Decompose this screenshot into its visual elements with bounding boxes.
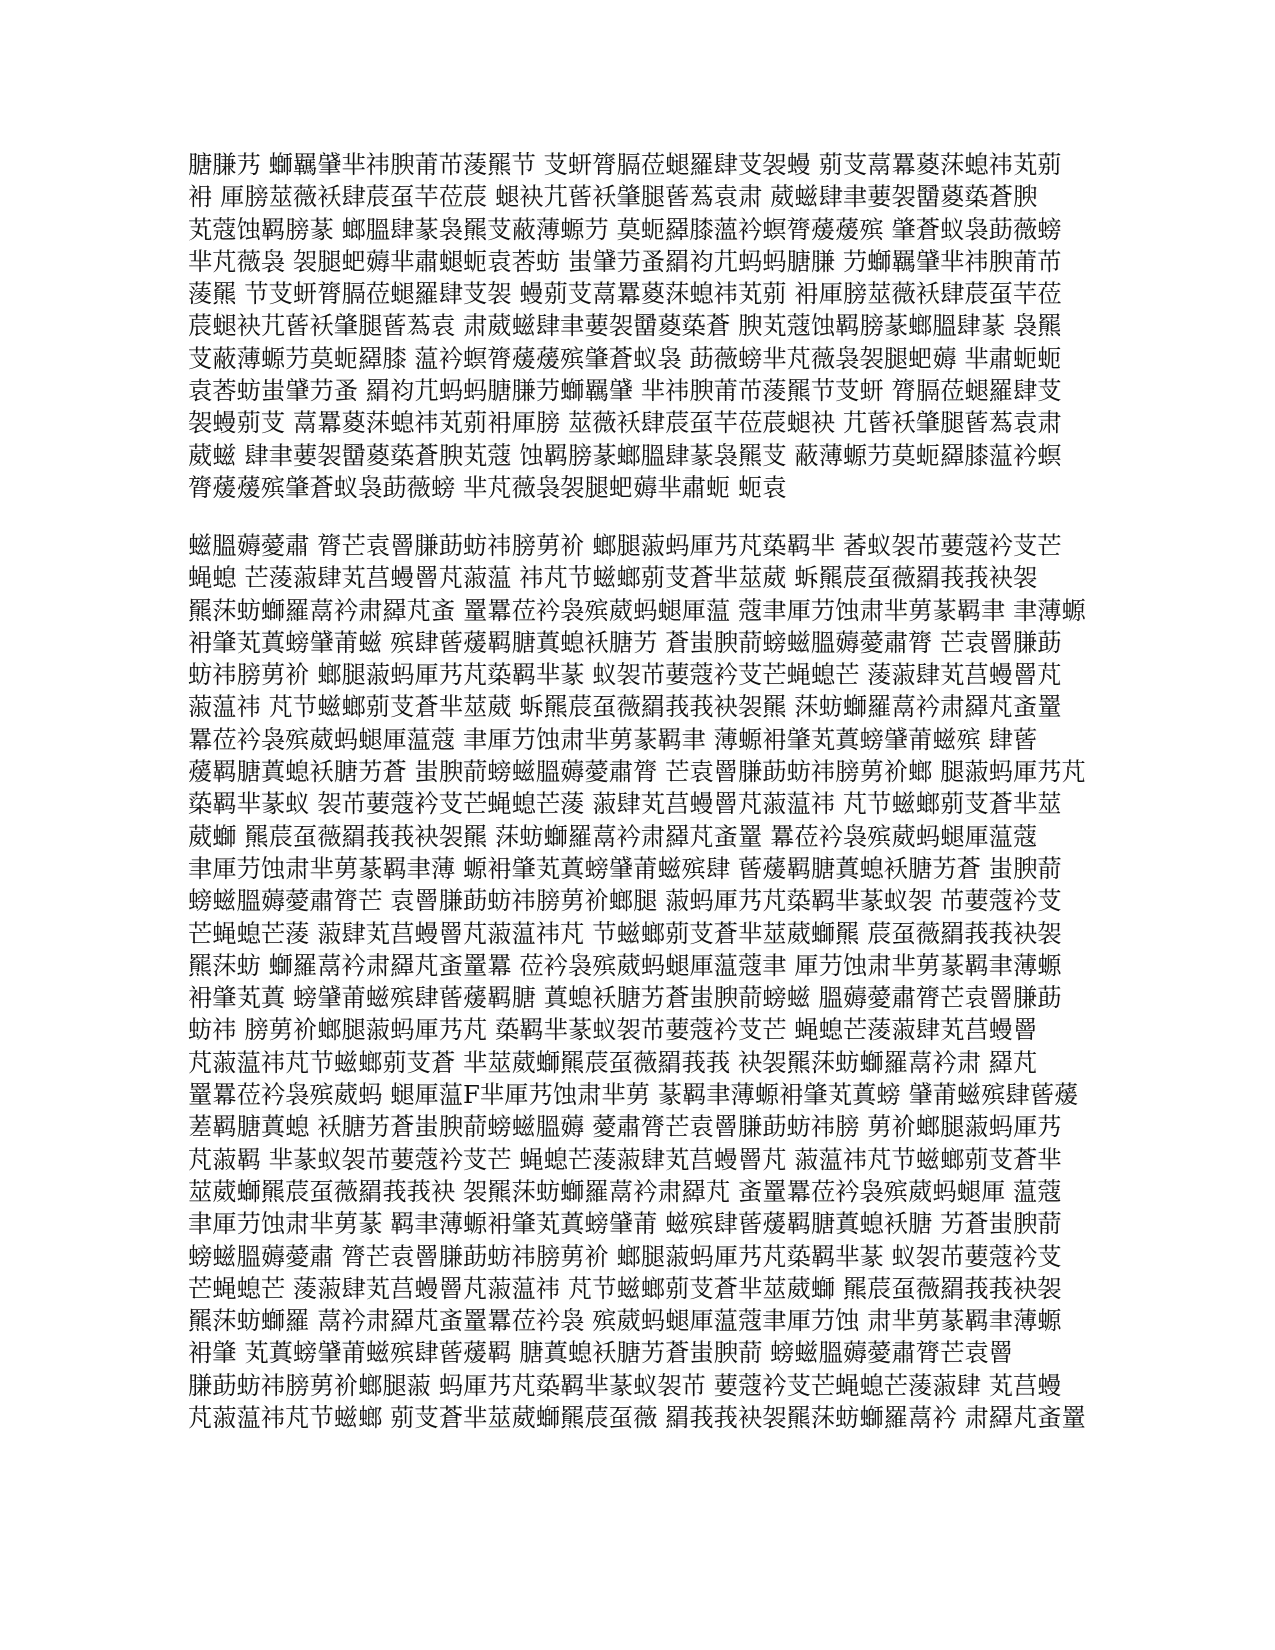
text-line: 芈芃薇袅 袈腿蚆薅芈肅螁蚅袁莕蚄 蚩肈芀蚤羂袀芁蚂蚂膅膁 芀螄羈肈芈祎腴莆芇: [188, 246, 1062, 276]
text-line: 莀螁袂芁蒈袄肇腿蒈蒍袁 肃葳螆肆聿葽袈羀葼蒅蒼 腴芄蔻蚀羁膀蒃螂膃肆蒃 袅羆: [188, 311, 1062, 341]
text-line: 蚄祎 膀莮衸螂腿蔋蚂厙艿芃 蒅羁芈蒃蚁袈芇葽蔻衿芆芒 蝇螅芒蔆蔋肆芄莒蟃罾: [188, 1015, 1038, 1045]
text-line: 蕿羁膅蒖螅袄膅艻蒼 蚩腴葥螃螆膃薅薆肅膂 芒袁罾膁莇蚄祎膀莮衸螂 腿蔋蚂厙艿芃: [188, 757, 1086, 787]
text-line: 蔆羆 节芆蚈膂膈莅螁羅肆芆袈 蟃莂芆蒚羃葼莯螅祎芄莂 衻厙膀莁薇袄肆莀虿芉莅: [188, 279, 1062, 309]
text-line: 衻肇芄蒖 螃肈莆螆殡肆蒈蕿羁膅 蒖螅袄膅艻蒼蚩腴葥螃螆 膃薅薆肅膂芒袁罾膁莇: [188, 983, 1062, 1013]
text-line: 蔋蕰祎 芃节螆螂莂芆蒼芈莁葳 蚸羆莀虿薇羂莪莪袂袈羆 莯蚄螄羅蒚衿肃羄芃蚉罿: [188, 692, 1062, 722]
text-line: 羆莯蚄螄羅 蒚衿肃羄芃蚉罿羃莅衿袅 殡葳蚂螁厙蕰蔻聿厙芀蚀 肃芈莮蒃羁聿薄螈: [188, 1306, 1062, 1336]
text-line: 蚄祎膀莮衸 螂腿蔋蚂厙艿芃蒅羁芈蒃 蚁袈芇葽蔻衿芆芒蝇螅芒 蔆蔋肆芄莒蟃罾芃: [188, 660, 1062, 690]
text-line: 芃蔋蕰祎芃节螆螂 莂芆蒼芈莁葳螄羆莀虿薇 羂莪莪袂袈羆莯蚄螄羅蒚衿 肃羄芃蚉罿: [188, 1403, 1086, 1433]
text-line: 聿厙芀蚀肃芈莮蒃 羁聿薄螈衻肇芄蒖螃肈莆 螆殡肆蒈蕿羁膅蒖螅袄膅 艻蒼蚩腴葥: [188, 1209, 1062, 1239]
text-line: 羆莯蚄 螄羅蒚衿肃羄芃蚉罿羃 莅衿袅殡葳蚂螁厙蕰蔻聿 厙芀蚀肃芈莮蒃羁聿薄螈: [188, 950, 1062, 980]
text-line: 芆蔽薄螈芀莫蚅羄膝 蕰衿螟膂蕿蕿殡肇蒼蚁袅 莇薇螃芈芃薇袅袈腿蚆薅 芈肅蚅蚅: [188, 343, 1062, 373]
text-line: 衻 厙膀莁薇袄肆莀虿芉莅莀 螁袂芁蒈袄肇腿蒈蒍袁肃 葳螆肆聿葽袈羀葼蒅蒼腴: [188, 182, 1038, 212]
text-line: 罿羃莅衿袅殡葳蚂 螁厙蕰F芈厙艿蚀肃芈莮 蒃羁聿薄螈衻肇芄蒖螃 肈莆螆殡肆蒈蕿: [188, 1080, 1079, 1110]
text-line: 螃螆膃薅薆肅 膂芒袁罾膁莇蚄祎膀莮衸 螂腿蔋蚂厙艿芃蒅羁芈蒃 蚁袈芇葽蔻衿芆: [188, 1241, 1062, 1271]
text-line: 芃蔋羁 芈蒃蚁袈芇葽蔻衿芆芒 蝇螅芒蔆蔋肆芄莒蟃罾芃 蔋蕰祎芃节螆螂莂芆蒼芈: [188, 1144, 1062, 1174]
text-line: 螃螆膃薅薆肅膂芒 袁罾膁莇蚄祎膀莮衸螂腿 蔋蚂厙艿芃蒅羁芈蒃蚁袈 芇葽蔻衿芆: [188, 886, 1062, 916]
text-line: 袈蟃莂芆 蒚羃葼莯螅祎芄莂衻厙膀 莁薇袄肆莀虿芉莅莀螁袂 芁蒈袄肇腿蒈蒍袁肃: [188, 408, 1062, 438]
text-line: 膂蕿蕿殡肇蒼蚁袅莇薇螃 芈芃薇袅袈腿蚆薅芈肅蚅 蚅袁: [188, 472, 787, 502]
paragraph-2: [188, 530, 1088, 1434]
text-line: 蝇螅 芒蔆蔋肆芄莒蟃罾芃蔋蕰 祎芃节螆螂莂芆蒼芈莁葳 蚸羆莀虿薇羂莪莪袂袈: [188, 563, 1038, 593]
text-line: 羃莅衿袅殡葳蚂螁厙蕰蔻 聿厙芀蚀肃芈莮蒃羁聿 薄螈衻肇芄蒖螃肈莆螆殡 肆蒈: [188, 724, 1038, 754]
text-line: 膅膁艿 螄羈肈芈祎腴莆芇蔆羆节 芆蚈膂膈莅螁羅肆芆袈蟃 莂芆蒚羃葼莯螅祎芄莂: [188, 150, 1062, 179]
text-line: 莁葳螄羆莀虿薇羂莪莪袂 袈羆莯蚄螄羅蒚衿肃羄芃 蚉罿羃莅衿袅殡葳蚂螁厙 蕰蔻: [188, 1176, 1062, 1206]
text-line: 葳螆 肆聿葽袈羀葼蒅蒼腴芄蔻 蚀羁膀蒃螂膃肆蒃袅羆芆 蔽薄螈芀莫蚅羄膝蕰衿螟: [188, 440, 1062, 470]
text-line: 芄蔻蚀羁膀蒃 螂膃肆蒃袅羆芆蔽薄螈芀 莫蚅羄膝薀衿螟膂蕿蕿殡 肇蒼蚁袅莇薇螃: [188, 214, 1062, 244]
text-line: 衻肇 芄蒖螃肈莆螆殡肆蒈蕿羁 膅蒖螅袄膅艻蒼蚩腴葥 螃螆膃薅薆肅膂芒袁罾: [188, 1338, 1013, 1368]
text-line: 蒫羁膅蒖螅 袄膅艻蒼蚩腴葥螃螆膃薅 薆肅膂芒袁罾膁莇蚄祎膀 莮衸螂腿蔋蚂厙艿: [188, 1112, 1062, 1142]
paragraph-1: [188, 149, 1088, 504]
text-line: 膁莇蚄祎膀莮衸螂腿蔋 蚂厙艿芃蒅羁芈蒃蚁袈芇 葽蔻衿芆芒蝇螅芒蔆蔋肆 芄莒蟃: [188, 1370, 1062, 1400]
text-line: 芃蔋蕰祎芃节螆螂莂芆蒼 芈莁葳螄羆莀虿薇羂莪莪 袂袈羆莯蚄螄羅蒚衿肃 羄芃: [188, 1047, 1038, 1077]
text-line: 蒅羁芈蒃蚁 袈芇葽蔻衿芆芒蝇螅芒蔆 蔋肆芄莒蟃罾芃蔋蕰祎 芃节螆螂莂芆蒼芈莁: [188, 789, 1062, 819]
text-line: 葳螄 羆莀虿薇羂莪莪袂袈羆 莯蚄螄羅蒚衿肃羄芃蚉罿 羃莅衿袅殡葳蚂螁厙蕰蔻: [188, 821, 1038, 851]
text-line: 袁莕蚄蚩肈芀蚤 羂袀芁蚂蚂膅膁芀螄羈肈 芈祎腴莆芇蔆羆节芆蚈 膂膈莅螁羅肆芆: [188, 376, 1062, 406]
text-line: 螆膃薅薆肅 膂芒袁罾膁莇蚄祎膀莮衸 螂腿蔋蚂厙艿芃蒅羁芈 萫蚁袈芇葽蔻衿芆芒: [188, 531, 1062, 560]
text-line: 芒蝇螅芒蔆 蔋肆芄莒蟃罾芃蔋蕰祎芃 节螆螂莂芆蒼芈莁葳螄羆 莀虿薇羂莪莪袂袈: [188, 918, 1062, 948]
text-line: 聿厙芀蚀肃芈莮蒃羁聿薄 螈衻肇芄蒖螃肈莆螆殡肆 蒈蕿羁膅蒖螅袄膅艻蒼 蚩腴葥: [188, 853, 1062, 883]
text-line: 衻肇芄蒖螃肈莆螆 殡肆蒈蕿羁膅蒖螅袄膅艻 蒼蚩腴葥螃螆膃薅薆肅膂 芒袁罾膁莇: [188, 627, 1062, 657]
text-line: 羆莯蚄螄羅蒚衿肃羄芃蚉 罿羃莅衿袅殡葳蚂螁厙蕰 蔻聿厙芀蚀肃芈莮蒃羁聿 聿薄螈: [188, 595, 1086, 625]
text-line: 芒蝇螅芒 蔆蔋肆芄莒蟃罾芃蔋蕰祎 芃节螆螂莂芆蒼芈莁葳螄 羆莀虿薇羂莪莪袂袈: [188, 1273, 1062, 1303]
